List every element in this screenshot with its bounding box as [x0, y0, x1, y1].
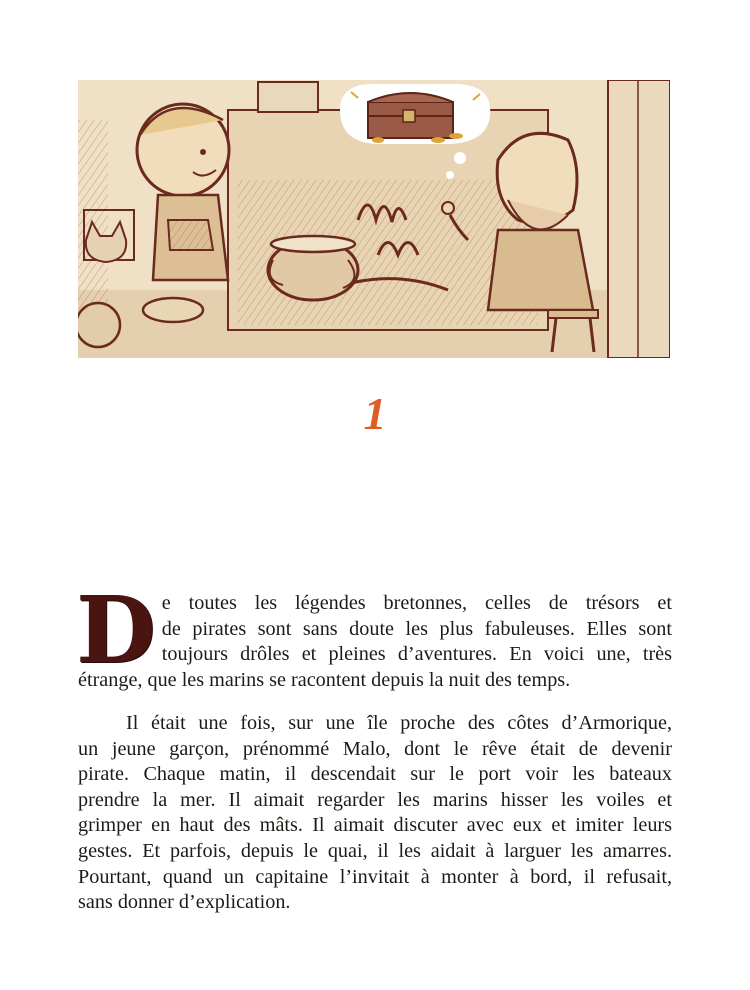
text-line: gestes. Et parfois, depuis le quai, il les aidait à larguer les amarres.	[78, 839, 672, 862]
story-paragraph-2	[78, 711, 672, 916]
text-line: pirate. Chaque matin, il descendait sur le port voir les bateaux	[78, 763, 672, 786]
text-line: étrange, que les marins se racontent depuis la nuit des temps.	[78, 668, 571, 691]
text-line: Il était une fois, sur une île proche des côtes d’Armorique,	[126, 712, 672, 734]
text-line: Pourtant, quand un capitaine l’invitait à monter à bord, il refusait,	[78, 865, 672, 888]
text-line: de pirates sont sans doute les plus fabuleuses. Elles sont	[161, 617, 672, 640]
chapter-number: 1	[363, 388, 387, 439]
text-line: un jeune garçon, prénommé Malo, dont le rêve était de devenir	[78, 737, 672, 760]
text-line: sans donner d’explication.	[78, 891, 291, 914]
fireside-scene-illustration	[78, 80, 670, 358]
story-paragraph-1	[76, 576, 672, 693]
text-line: toujours drôles et pleines d’aventures. En voici une, très	[161, 643, 672, 666]
chapter-illustration	[78, 80, 670, 358]
text-line: prendre la mer. Il aimait regarder les marins hisser les voiles et	[78, 788, 672, 811]
text-line: e toutes les légendes bretonnes, celles de trésors et	[161, 592, 672, 614]
text-line: grimper en haut des mâts. Il aimait discuter avec eux et imiter leurs	[78, 814, 672, 837]
drop-cap-letter: D	[76, 576, 156, 684]
